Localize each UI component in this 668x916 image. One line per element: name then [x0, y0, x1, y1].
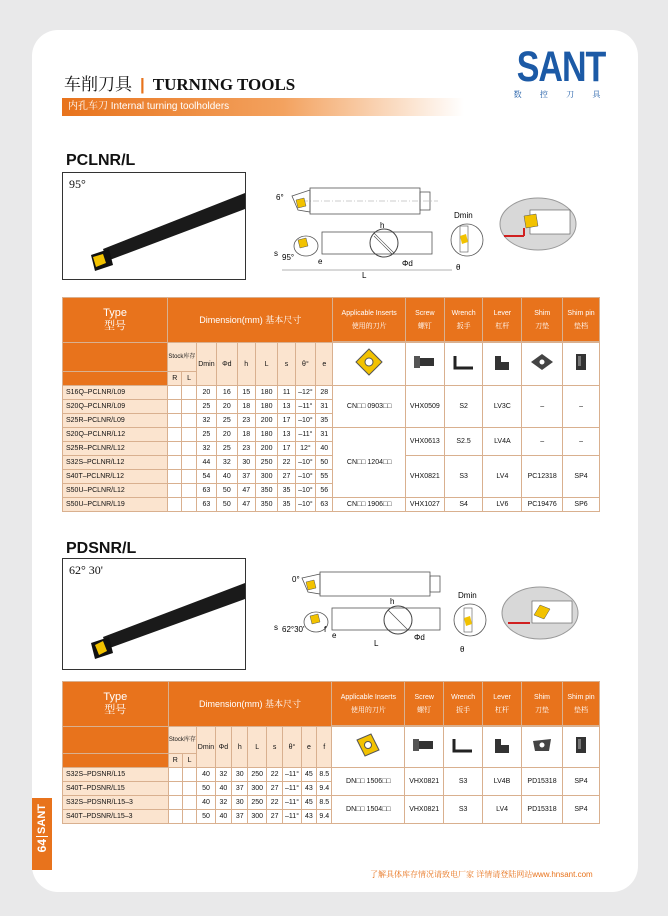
table-cell: 25	[217, 414, 237, 428]
table-cell: S3	[444, 796, 483, 824]
table-cell: 40	[215, 782, 231, 796]
table-cell: VHX0821	[405, 456, 444, 498]
table-cell	[63, 343, 168, 372]
table-cell: 32	[215, 796, 231, 810]
col-r: R	[168, 372, 182, 386]
screw-image	[405, 727, 444, 768]
page-number: 64	[35, 838, 49, 853]
table-cell: 250	[248, 768, 266, 782]
drawing-dmin: Dmin	[458, 591, 477, 600]
table-cell	[168, 484, 182, 498]
table-cell	[182, 768, 196, 782]
table-cell	[168, 414, 182, 428]
table-cell: S32S–PCLNR/L12	[63, 456, 168, 470]
lever-image	[483, 343, 522, 386]
table-cell: SP4	[563, 456, 600, 498]
table-cell: VHX1027	[405, 498, 444, 512]
table-cell: S4	[444, 498, 483, 512]
table-cell: S20Q–PCLNR/L12	[63, 428, 168, 442]
table-cell: 63	[196, 498, 216, 512]
table-cell: 43	[301, 810, 316, 824]
table-cell: CN□□ 1906□□	[333, 498, 405, 512]
table-cell	[182, 456, 196, 470]
table-cell: 37	[232, 782, 248, 796]
col-dim-0: Dmin	[197, 727, 215, 768]
spec-table-pdsnr	[62, 681, 600, 824]
table-cell: 300	[255, 470, 277, 484]
table-cell: 22	[266, 796, 282, 810]
table-cell: 63	[316, 498, 333, 512]
table-cell	[168, 386, 182, 400]
page-title	[64, 70, 295, 95]
table-cell: VHX0509	[405, 386, 444, 428]
shim-image	[522, 343, 563, 386]
wrench-image	[444, 343, 483, 386]
table-cell: 300	[248, 782, 266, 796]
table-cell: 300	[248, 810, 266, 824]
table-cell: –	[563, 428, 600, 456]
col-inserts: Applicable Inserts 使用的刀片	[333, 298, 405, 342]
drawing-s: s	[274, 623, 278, 632]
technical-drawing-pclnr	[262, 180, 492, 280]
col-dim-5: θ°	[283, 727, 301, 768]
table-cell	[182, 810, 196, 824]
table-cell: 12°	[295, 442, 315, 456]
drawing-h: h	[380, 221, 385, 230]
page-side-tab	[32, 798, 52, 870]
table-cell: 180	[255, 428, 277, 442]
table-cell	[63, 727, 169, 754]
toolholder-photo-pdsnr	[62, 558, 246, 670]
table-cell: LV3C	[483, 386, 522, 428]
table-cell: 11	[278, 386, 295, 400]
table-cell	[182, 484, 196, 498]
table-cell	[168, 782, 182, 796]
table-cell: S3	[444, 456, 483, 498]
wrench-image	[444, 727, 483, 768]
table-cell: 32	[217, 456, 237, 470]
table-cell	[168, 400, 182, 414]
col-wrench: Wrench 扳手	[444, 298, 483, 342]
table-cell: LV4B	[483, 768, 522, 796]
col-dim-4: s	[266, 727, 282, 768]
table-cell: S16Q–PCLNR/L09	[63, 386, 168, 400]
table-cell: 27	[278, 470, 295, 484]
table-cell: S25R–PCLNR/L12	[63, 442, 168, 456]
table-cell: 27	[266, 782, 282, 796]
table-cell: S50U–PCLNR/L12	[63, 484, 168, 498]
table-row	[63, 768, 600, 782]
drawing-s: s	[274, 249, 278, 258]
drawing-e: e	[332, 631, 337, 640]
table-cell	[182, 428, 196, 442]
table-cell	[182, 470, 196, 484]
table-cell: S32S–PDSNR/L15–3	[63, 796, 169, 810]
table-cell: –	[563, 386, 600, 428]
col-shimpin: Shim pin 垫档	[563, 298, 600, 342]
table-cell: 180	[255, 400, 277, 414]
table-cell: 35	[278, 498, 295, 512]
table-row	[63, 456, 600, 470]
col-dimension: Dimension(mm) 基本尺寸	[168, 298, 333, 343]
table-cell: S40T–PDSNR/L15–3	[63, 810, 169, 824]
table-cell: 47	[237, 498, 255, 512]
table-row	[63, 386, 600, 400]
table-row	[63, 498, 600, 512]
table-cell	[168, 456, 182, 470]
table-cell: 17	[278, 442, 295, 456]
table-cell: 50	[316, 456, 333, 470]
drawing-theta: θ	[460, 645, 465, 654]
table-cell: S2	[444, 386, 483, 428]
table-cell: 350	[255, 484, 277, 498]
table-cell: –10°	[295, 414, 315, 428]
table-cell: LV4	[483, 456, 522, 498]
table-cell: 23	[237, 414, 255, 428]
drawing-angle-0: 0°	[292, 575, 300, 584]
title-cn: 车削刀具	[64, 75, 132, 94]
footer-note: 了解具体库存情况请致电厂家 详情请登陆网站www.hnsant.com	[370, 870, 593, 879]
section-title-pdsnr: PDSNR/L	[66, 540, 137, 557]
table-cell: CN□□ 0903□□	[333, 386, 405, 428]
table-cell: 35	[316, 414, 333, 428]
table-row	[63, 796, 600, 810]
insert-image-cn	[333, 343, 405, 386]
col-wrench: Wrench 扳手	[444, 682, 483, 726]
col-screw: Screw 螺钉	[405, 298, 444, 342]
table-cell	[168, 810, 182, 824]
table-cell: 22	[278, 456, 295, 470]
detail-circle-pdsnr	[500, 585, 580, 641]
table-cell: SP4	[563, 796, 600, 824]
spec-table-pclnr	[62, 297, 600, 512]
table-cell: 25	[196, 400, 216, 414]
table-cell: 45	[301, 768, 316, 782]
angle-label: 62° 30'	[69, 563, 103, 577]
table-cell	[182, 414, 196, 428]
table-cell: LV6	[483, 498, 522, 512]
table-cell: 250	[255, 456, 277, 470]
table-cell: PD15318	[522, 768, 563, 796]
col-dim-6: e	[301, 727, 316, 768]
table-cell: 16	[217, 386, 237, 400]
table-cell	[63, 754, 169, 768]
table-cell: SP6	[563, 498, 600, 512]
table-cell	[182, 796, 196, 810]
shimpin-image	[563, 727, 600, 768]
table-row	[63, 428, 600, 442]
table-cell	[168, 470, 182, 484]
table-cell: 200	[255, 414, 277, 428]
table-cell	[168, 796, 182, 810]
drawing-h: h	[390, 597, 395, 606]
table-cell: 31	[316, 428, 333, 442]
table-cell: 13	[278, 400, 295, 414]
title-en: TURNING TOOLS	[152, 75, 296, 94]
technical-drawing-pdsnr	[270, 568, 500, 658]
table-cell: 30	[232, 796, 248, 810]
shimpin-image	[563, 343, 600, 386]
table-cell: 40	[197, 796, 215, 810]
col-inserts: Applicable Inserts 使用的刀片	[332, 682, 405, 726]
table-cell: 50	[197, 810, 215, 824]
table-cell: –11°	[283, 782, 301, 796]
table-cell: CN□□ 1204□□	[333, 428, 405, 498]
col-r: R	[168, 754, 182, 768]
col-dim-4: s	[278, 343, 295, 386]
table-cell: 54	[196, 470, 216, 484]
drawing-f: f	[324, 625, 327, 634]
col-dim-7: f	[317, 727, 332, 768]
logo-subtext: 数 控 刀 具	[513, 90, 609, 99]
col-stock: Stock库存	[168, 727, 197, 754]
toolholder-photo-pclnr	[62, 172, 246, 280]
drawing-d: Φd	[402, 259, 413, 268]
table-cell: 32	[196, 442, 216, 456]
side-brand: SANT	[36, 804, 48, 834]
col-dim-5: θ°	[295, 343, 315, 386]
table-cell: 47	[237, 484, 255, 498]
table-cell	[182, 386, 196, 400]
col-dim-0: Dmin	[196, 343, 216, 386]
table-cell: 63	[196, 484, 216, 498]
detail-circle-pclnr	[498, 196, 578, 252]
table-cell	[182, 782, 196, 796]
table-cell: 25	[217, 442, 237, 456]
drawing-e: e	[318, 257, 323, 266]
col-l: L	[182, 372, 196, 386]
table-cell: 25	[196, 428, 216, 442]
insert-image-dn	[332, 727, 405, 768]
table-cell: 32	[196, 414, 216, 428]
col-dim-1: Φd	[215, 727, 231, 768]
table-cell: 9.4	[317, 782, 332, 796]
table-cell: S40T–PCLNR/L12	[63, 470, 168, 484]
table-cell: 56	[316, 484, 333, 498]
table-cell: 20	[217, 428, 237, 442]
table-cell: 30	[232, 768, 248, 782]
lever-image	[483, 727, 522, 768]
table-cell: VHX0821	[405, 768, 444, 796]
table-cell: –11°	[283, 796, 301, 810]
brand-logo	[506, 43, 616, 102]
table-cell	[182, 498, 196, 512]
table-cell: 9.4	[317, 810, 332, 824]
table-cell: 30	[237, 456, 255, 470]
table-cell	[168, 428, 182, 442]
table-cell: –10°	[295, 456, 315, 470]
drawing-L: L	[362, 271, 367, 280]
col-dim-2: h	[237, 343, 255, 386]
table-cell: –	[522, 386, 563, 428]
table-cell: 44	[196, 456, 216, 470]
table-cell: 200	[255, 442, 277, 456]
table-cell: –	[522, 428, 563, 456]
table-cell: –12°	[295, 386, 315, 400]
table-cell: S40T–PDSNR/L15	[63, 782, 169, 796]
table-cell: 17	[278, 414, 295, 428]
table-cell: DN□□ 1504□□	[332, 796, 405, 824]
table-cell: 20	[196, 386, 216, 400]
col-dim-2: h	[232, 727, 248, 768]
drawing-angle-95: 95°	[282, 253, 295, 262]
table-cell: S50U–PCLNR/L19	[63, 498, 168, 512]
drawing-theta: θ	[456, 263, 461, 272]
section-band: 内孔车刀 Internal turning toolholders	[62, 98, 464, 116]
table-cell: 50	[217, 498, 237, 512]
table-cell	[168, 768, 182, 782]
logo-text: SANT	[516, 43, 606, 91]
col-type: Type 型号	[63, 682, 169, 727]
toolholder-bar-image	[63, 173, 245, 279]
table-cell: VHX0821	[405, 796, 444, 824]
title-separator: |	[140, 75, 145, 94]
col-shim: Shim 刀垫	[522, 682, 563, 726]
table-cell: S25R–PCLNR/L09	[63, 414, 168, 428]
table-cell: 13	[278, 428, 295, 442]
table-cell: SP4	[563, 768, 600, 796]
screw-image	[405, 343, 444, 386]
table-cell: DN□□ 1506□□	[332, 768, 405, 796]
table-cell: –11°	[283, 810, 301, 824]
table-cell: 180	[255, 386, 277, 400]
table-cell: 8.5	[317, 796, 332, 810]
table-cell	[182, 442, 196, 456]
drawing-angle-6: 6°	[276, 193, 284, 202]
table-cell: 32	[215, 768, 231, 782]
table-cell	[63, 372, 168, 386]
table-cell: PC12318	[522, 456, 563, 498]
table-cell: –11°	[295, 400, 315, 414]
col-dim-6: e	[316, 343, 333, 386]
table-cell: 50	[197, 782, 215, 796]
table-cell: 31	[316, 400, 333, 414]
table-cell: 28	[316, 386, 333, 400]
table-cell: –10°	[295, 498, 315, 512]
table-cell: 50	[217, 484, 237, 498]
col-shim: Shim 刀垫	[522, 298, 563, 342]
table-cell: S20Q–PCLNR/L09	[63, 400, 168, 414]
col-type: Type 型号	[63, 298, 168, 343]
table-cell: –11°	[295, 428, 315, 442]
table-cell: 35	[278, 484, 295, 498]
table-cell: 45	[301, 796, 316, 810]
col-dim-1: Φd	[217, 343, 237, 386]
table-cell: 37	[237, 470, 255, 484]
col-l: L	[182, 754, 196, 768]
col-dimension: Dimension(mm) 基本尺寸	[168, 682, 332, 727]
table-cell: 22	[266, 768, 282, 782]
table-cell: PD15318	[522, 796, 563, 824]
col-dim-3: L	[255, 343, 277, 386]
col-lever: Lever 杠杆	[483, 298, 522, 342]
col-screw: Screw 螺钉	[405, 682, 444, 726]
table-cell: LV4A	[483, 428, 522, 456]
table-cell: LV4	[483, 796, 522, 824]
table-cell: S32S–PDSNR/L15	[63, 768, 169, 782]
col-stock: Stock库存	[168, 343, 197, 372]
table-cell: 40	[217, 470, 237, 484]
table-cell: VHX0613	[405, 428, 444, 456]
table-cell: 8.5	[317, 768, 332, 782]
table-cell	[168, 498, 182, 512]
table-cell: 18	[237, 428, 255, 442]
drawing-dmin: Dmin	[454, 211, 473, 220]
shim-image	[522, 727, 563, 768]
drawing-L: L	[374, 639, 379, 648]
table-cell: S3	[444, 768, 483, 796]
table-cell: 55	[316, 470, 333, 484]
table-cell: 350	[255, 498, 277, 512]
table-cell: S2.5	[444, 428, 483, 456]
table-cell: 15	[237, 386, 255, 400]
drawing-d: Φd	[414, 633, 425, 642]
col-lever: Lever 杠杆	[483, 682, 522, 726]
col-shimpin: Shim pin 垫档	[563, 682, 600, 726]
angle-label: 95°	[69, 177, 86, 191]
table-cell: –10°	[295, 484, 315, 498]
drawing-angle-6230: 62°30'	[282, 625, 305, 634]
table-cell: –10°	[295, 470, 315, 484]
table-cell: 27	[266, 810, 282, 824]
table-cell: 40	[197, 768, 215, 782]
section-title-pclnr: PCLNR/L	[66, 152, 136, 169]
table-cell: 18	[237, 400, 255, 414]
table-cell	[168, 442, 182, 456]
table-cell: 250	[248, 796, 266, 810]
table-cell: 40	[215, 810, 231, 824]
table-cell: 23	[237, 442, 255, 456]
col-dim-3: L	[248, 727, 266, 768]
table-cell: 40	[316, 442, 333, 456]
table-cell: 43	[301, 782, 316, 796]
table-cell: 20	[217, 400, 237, 414]
table-cell: PC19476	[522, 498, 563, 512]
table-cell: –11°	[283, 768, 301, 782]
table-cell	[182, 400, 196, 414]
table-cell: 37	[232, 810, 248, 824]
